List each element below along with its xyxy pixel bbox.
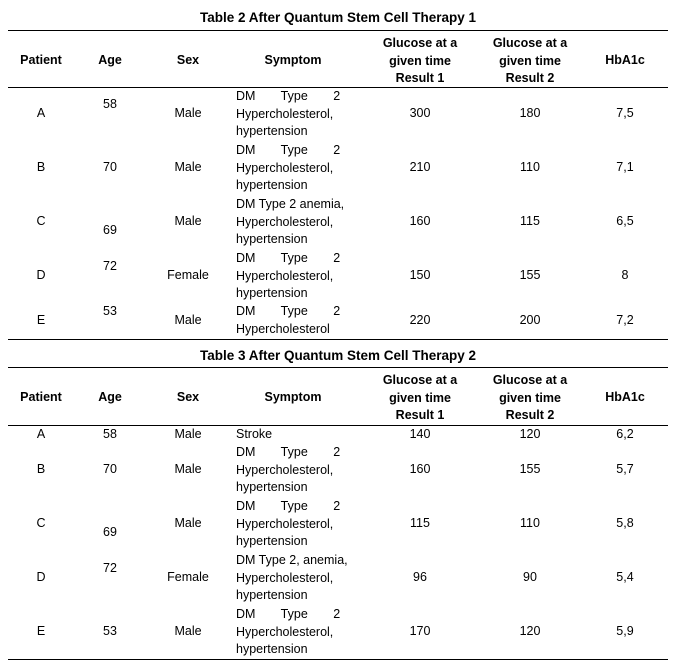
table-3-bottom-rule (8, 659, 668, 660)
table-row-cell-age: 58 (103, 97, 117, 111)
table-row-cell-glucose-1: 115 (410, 516, 430, 530)
table-row-cell-patient: D (36, 268, 46, 282)
table-row-cell-patient: E (36, 624, 46, 638)
table-row-cell-age: 58 (103, 427, 117, 441)
table-row-cell-glucose-1: 96 (413, 570, 427, 584)
table-2-bottom-rule (8, 339, 668, 340)
table-row-cell-glucose-2: 180 (519, 106, 541, 120)
table-2-top-rule (8, 30, 668, 31)
table-row-cell-glucose-2: 110 (520, 160, 540, 174)
header-age: Age (98, 390, 122, 404)
table-row-cell-glucose-1: 300 (409, 106, 431, 120)
table-row-cell-patient: D (36, 570, 46, 584)
table-row-cell-symptom: DM Type 2 Hypercholesterol, hypertension (236, 143, 341, 192)
table-row-cell-patient: A (36, 427, 46, 441)
table-row-cell-age: 69 (103, 525, 117, 539)
table-row-cell-glucose-2: 200 (519, 313, 541, 327)
table-row-cell-sex: Male (174, 427, 202, 441)
table-row-cell-symptom: DM Type 2 Hypercholesterol, hypertension (236, 499, 341, 548)
table-row-cell-glucose-1: 210 (409, 160, 431, 174)
table-row-cell-glucose-1: 170 (409, 624, 431, 638)
table-row-cell-hba1c: 6,5 (616, 214, 634, 228)
table-row-cell-patient: B (36, 160, 46, 174)
table-row-cell-symptom: DM Type 2 anemia, Hypercholesterol, hypertension (236, 197, 345, 246)
table-row-cell-glucose-1: 150 (409, 268, 431, 282)
table-row-cell-glucose-1: 160 (409, 462, 431, 476)
header-hba1c: HbA1c (605, 390, 645, 404)
table-row-cell-patient: E (36, 313, 46, 327)
table-row-cell-sex: Male (174, 214, 202, 228)
header-hba1c: HbA1c (605, 53, 645, 67)
table-row-cell-glucose-2: 155 (519, 268, 541, 282)
header-age: Age (98, 53, 122, 67)
table-row-cell-sex: Male (174, 313, 202, 327)
header-patient: Patient (20, 53, 62, 67)
table-row-cell-glucose-1: 140 (409, 427, 431, 441)
table-row-cell-age: 53 (103, 624, 117, 638)
table-row-cell-sex: Male (174, 624, 202, 638)
table-row-cell-hba1c: 8 (621, 268, 629, 282)
table-row-cell-sex: Male (174, 516, 202, 530)
table-row-cell-age: 70 (103, 462, 117, 476)
table-row-cell-glucose-2: 120 (519, 624, 541, 638)
table-row-cell-hba1c: 5,8 (616, 516, 634, 530)
table-row-cell-sex: Male (174, 160, 202, 174)
table-row-cell-patient: C (36, 516, 46, 530)
table-row-cell-age: 72 (103, 561, 117, 575)
table-row-cell-hba1c: 5,9 (616, 624, 634, 638)
table-row-cell-hba1c: 6,2 (616, 427, 634, 441)
table-row-cell-age: 53 (103, 304, 117, 318)
table-row-cell-hba1c: 7,1 (616, 160, 634, 174)
header-glucose-1: Glucose at a given time Result 1 (382, 373, 458, 422)
table-row-cell-symptom: DM Type 2 Hypercholesterol, hypertension (236, 89, 341, 138)
table-row-cell-sex: Male (174, 462, 202, 476)
header-glucose-2: Glucose at a given time Result 2 (492, 36, 568, 85)
table-row-cell-hba1c: 5,4 (616, 570, 634, 584)
table-row-cell-glucose-2: 120 (519, 427, 541, 441)
table-row-cell-hba1c: 7,5 (616, 106, 634, 120)
table-row-cell-glucose-1: 220 (409, 313, 431, 327)
table-row-cell-hba1c: 7,2 (616, 313, 634, 327)
table-row-cell-symptom: DM Type 2 Hypercholesterol, hypertension (236, 445, 341, 494)
table-row-cell-sex: Female (167, 570, 209, 584)
header-patient: Patient (20, 390, 62, 404)
table-row-cell-symptom: DM Type 2 Hypercholesterol, hypertension (236, 607, 341, 656)
table-row-cell-glucose-2: 115 (520, 214, 540, 228)
header-sex: Sex (176, 390, 200, 404)
table-row-cell-age: 70 (103, 160, 117, 174)
table-row-cell-sex: Female (167, 268, 209, 282)
table-row-cell-patient: A (36, 106, 46, 120)
table-row-cell-glucose-2: 110 (520, 516, 540, 530)
table-3-top-rule (8, 367, 668, 368)
table-row-cell-age: 69 (103, 223, 117, 237)
table-row-cell-glucose-2: 90 (523, 570, 537, 584)
table-3-title: Table 3 After Quantum Stem Cell Therapy 2 (199, 348, 477, 363)
table-row-cell-age: 72 (103, 259, 117, 273)
header-symptom: Symptom (264, 53, 322, 67)
table-row-cell-symptom: Stroke (236, 427, 273, 441)
table-row-cell-sex: Male (174, 106, 202, 120)
table-row-cell-patient: B (36, 462, 46, 476)
table-row-cell-glucose-2: 155 (519, 462, 541, 476)
table-row-cell-glucose-1: 160 (409, 214, 431, 228)
table-row-cell-patient: C (36, 214, 46, 228)
table-row-cell-symptom: DM Type 2, anemia, Hypercholesterol, hypertension (236, 553, 348, 602)
table-row-cell-hba1c: 5,7 (616, 462, 634, 476)
header-glucose-2: Glucose at a given time Result 2 (492, 373, 568, 422)
header-symptom: Symptom (264, 390, 322, 404)
table-2-title: Table 2 After Quantum Stem Cell Therapy 1 (199, 10, 477, 25)
header-sex: Sex (176, 53, 200, 67)
table-row-cell-symptom: DM Type 2 Hypercholesterol, hypertension (236, 251, 341, 300)
table-row-cell-symptom: DM Type 2 Hypercholesterol (236, 304, 341, 336)
header-glucose-1: Glucose at a given time Result 1 (382, 36, 458, 85)
